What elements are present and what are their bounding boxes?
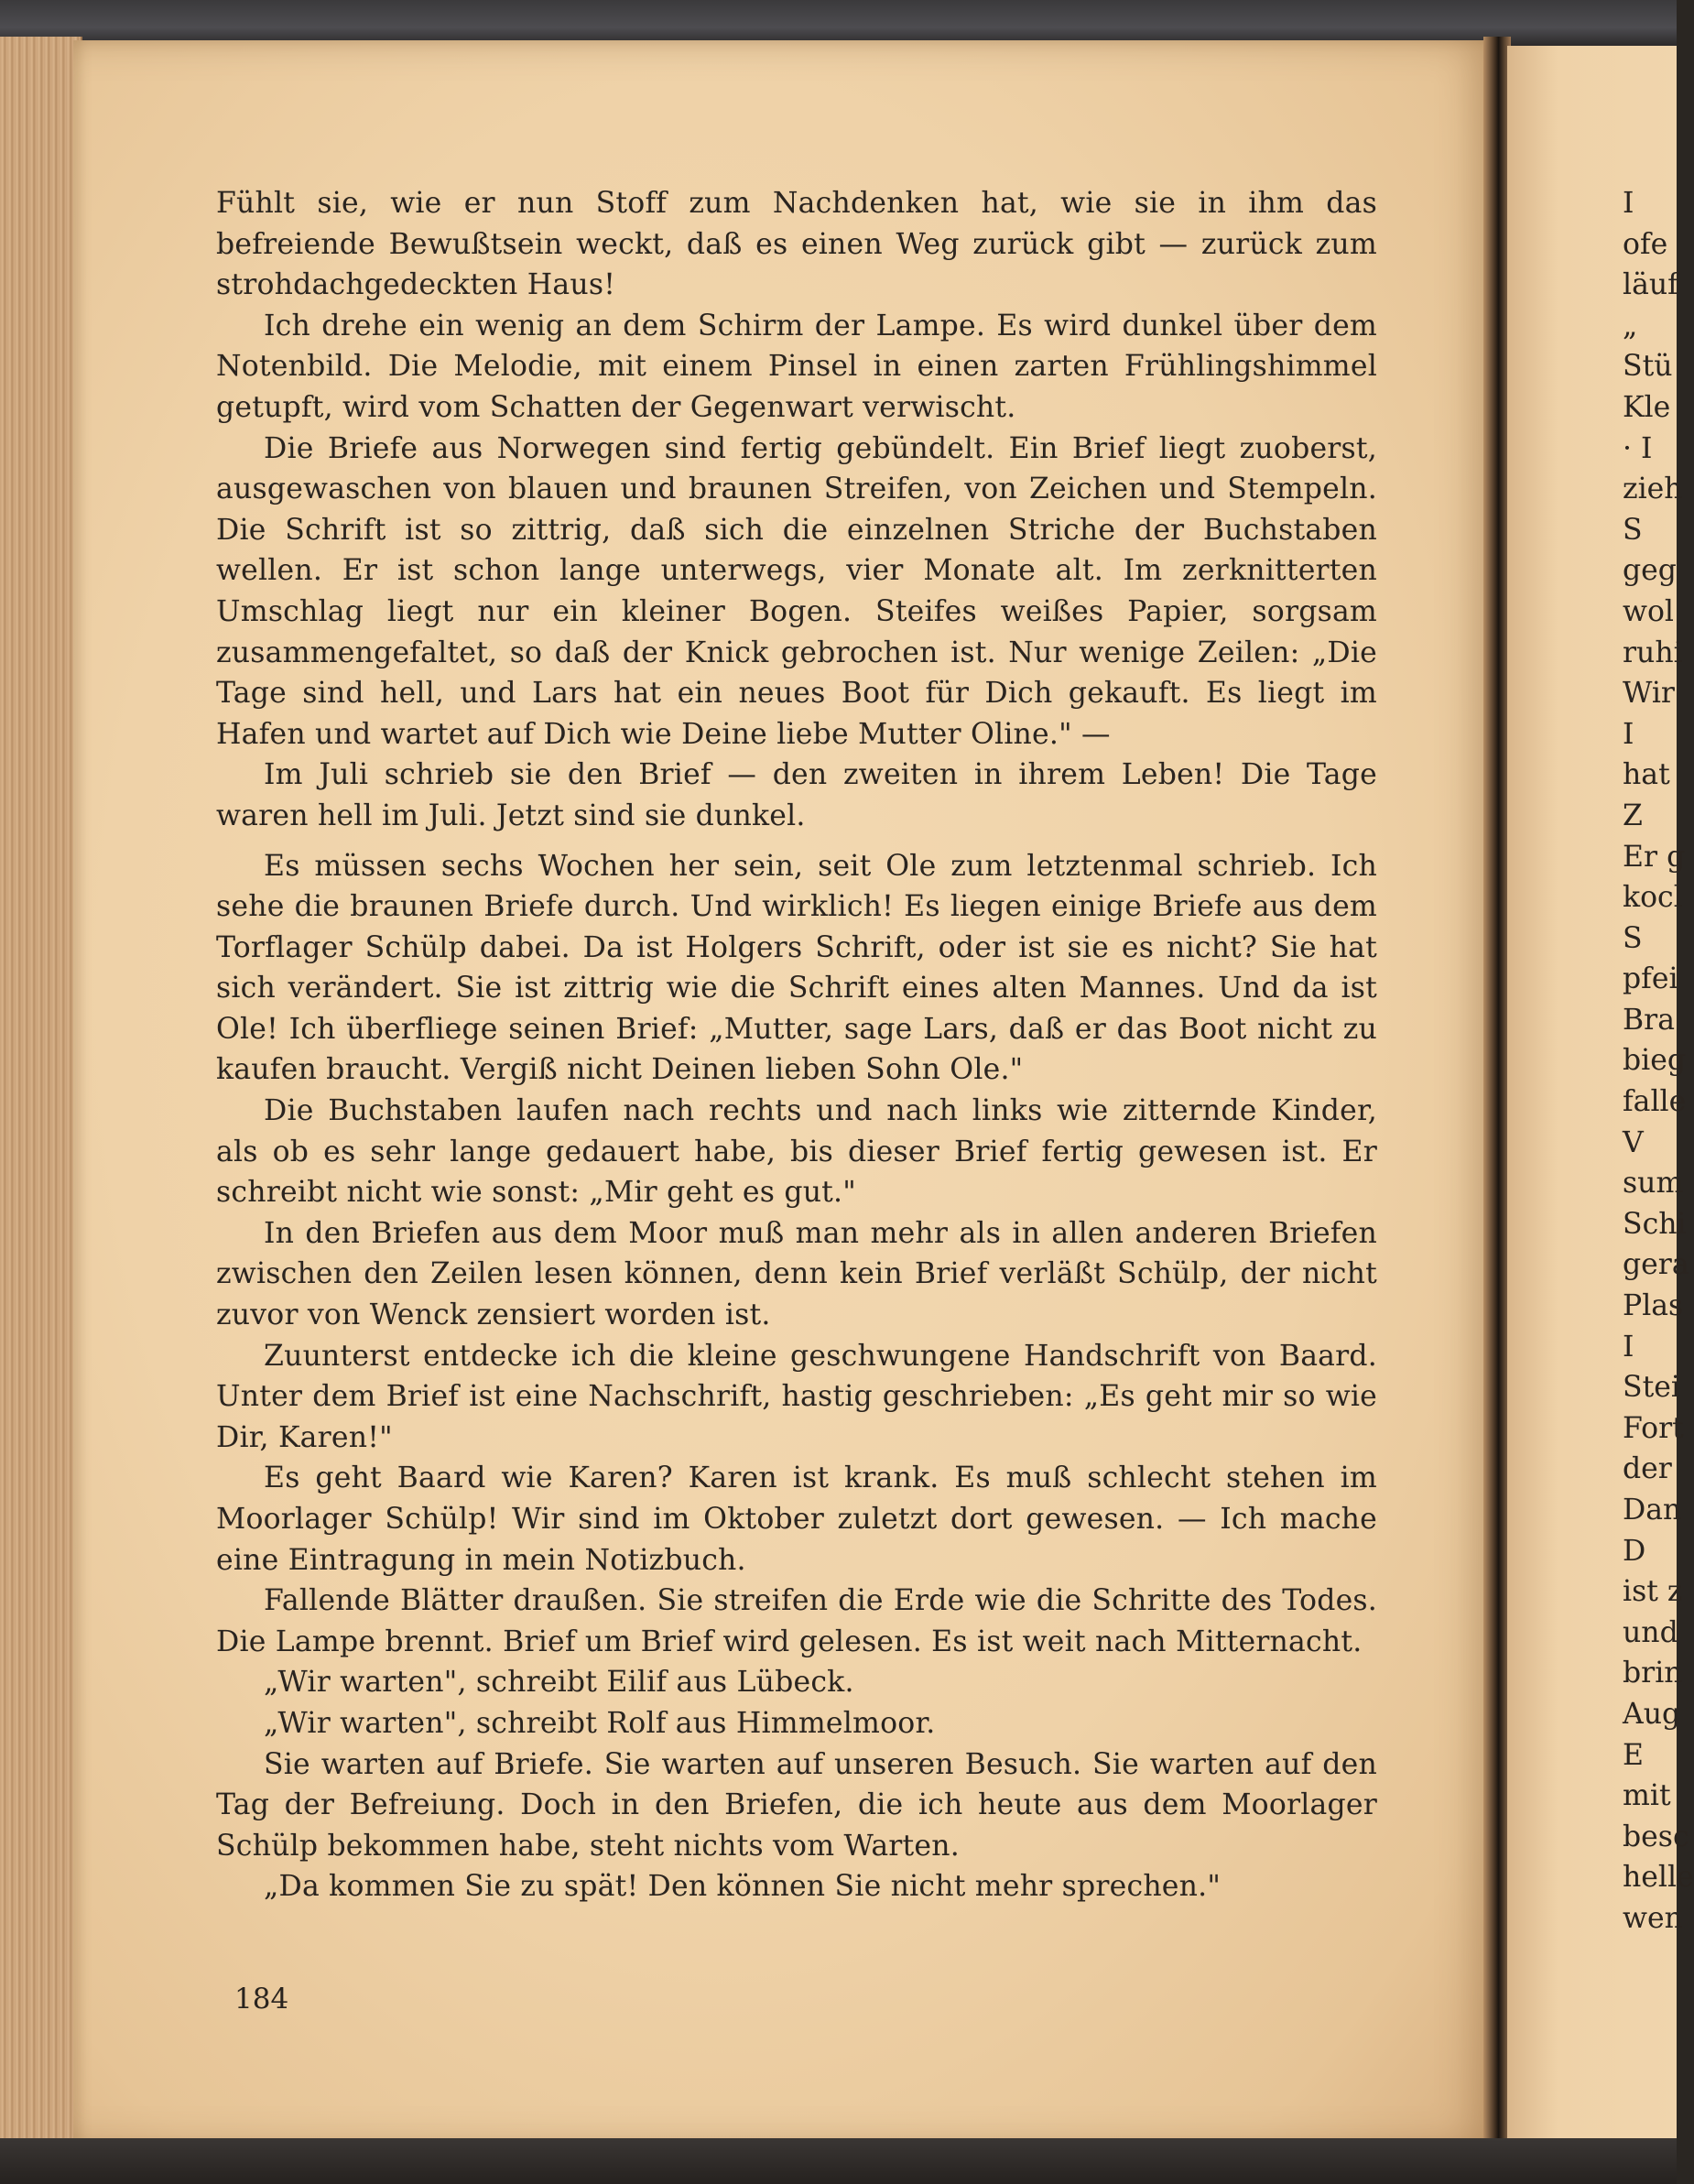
paragraph: „Wir warten", schreibt Eilif aus Lübeck.: [264, 1666, 854, 1700]
right-page-line-fragment: Schi: [1623, 1207, 1687, 1241]
paragraph: Fühlt sie, wie er nun Stoff zum Nachdenken hat, wie sie in ihm das befreiende Bewußtsein weckt, daß es einen Weg zurück gibt — zurück zum strohdachgedeckten Haus!: [216, 187, 1377, 302]
right-page-line-fragment: Bra: [1623, 1003, 1675, 1037]
right-page-line-fragment: V: [1623, 1125, 1644, 1159]
right-page-line-fragment: falle: [1623, 1085, 1687, 1119]
right-page-line-fragment: läuf: [1623, 268, 1678, 302]
right-page-line-fragment: pfei: [1623, 962, 1678, 996]
page-body: [216, 183, 1377, 1907]
right-page-line-fragment: sum: [1623, 1167, 1684, 1201]
right-page-line-fragment: D: [1623, 1534, 1646, 1568]
right-page-line-fragment: der: [1623, 1452, 1672, 1486]
right-page-line-fragment: gera: [1623, 1248, 1689, 1282]
paragraph: Es müssen sechs Wochen her sein, seit Ole zum letztenmal schrieb. Ich sehe die braunen Briefe durch. Und wirklich! Es liegen einige Briefe aus dem Torflager Schülp dabei. Da ist Holgers Schrift, oder ist sie es nicht? Sie hat sich verändert. Sie ist zittrig wie die Schrift eines alten Mannes. Und da ist Ole! Ich überfliege seinen Brief: „Mutter, sage Lars, daß er das Boot nicht zu kaufen braucht. Vergiß nicht Deinen lieben Sohn Ole.": [216, 849, 1377, 1087]
paragraph: Fallende Blätter draußen. Sie streifen die Erde wie die Schritte des Todes. Die Lampe brennt. Brief um Brief wird gelesen. Es ist weit nach Mitternacht.: [216, 1584, 1377, 1658]
right-page-line-fragment: S: [1623, 921, 1643, 955]
paragraph: Sie warten auf Briefe. Sie warten auf unseren Besuch. Sie warten auf den Tag der Befreiung. Doch in den Briefen, die ich heute aus dem Moorlager Schülp bekommen habe, steht nichts vom Warten.: [216, 1747, 1377, 1863]
right-page-line-fragment: Dan: [1623, 1494, 1682, 1527]
right-page-line-fragment: geg: [1623, 554, 1677, 588]
right-page-line-fragment: I: [1623, 187, 1634, 220]
right-page-line-fragment: I: [1623, 717, 1634, 751]
right-page-line-fragment: Z: [1623, 799, 1643, 832]
right-page-line-fragment: besc: [1623, 1820, 1689, 1853]
paragraph: „Da kommen Sie zu spät! Den können Sie nicht mehr sprechen.": [264, 1870, 1222, 1904]
right-page-line-fragment: Fort: [1623, 1411, 1684, 1445]
right-page-line-fragment: zieh: [1623, 473, 1683, 506]
paragraph: Es geht Baard wie Karen? Karen ist krank. Es muß schlecht stehen im Moorlager Schülp! Wir sind im Oktober zuletzt dort gewesen. — Ich mache eine Eintragung in mein Notizbuch.: [216, 1461, 1377, 1577]
right-page-line-fragment: Kle: [1623, 390, 1671, 424]
paragraph: „Wir warten", schreibt Rolf aus Himmelmoor.: [264, 1706, 936, 1740]
paragraph: Die Briefe aus Norwegen sind fertig gebündelt. Ein Brief liegt zuoberst, ausgewaschen von blauen und braunen Streifen, von Zeichen und Stempeln. Die Schrift ist so zittrig, daß sich die einzelnen Striche der Buchstaben wellen. Er ist schon lange unterwegs, vier Monate alt. Im zerknitterten Umschlag liegt nur ein kleiner Bogen. Steifes weißes Papier, sorgsam zusammengefaltet, so daß der Knick gebrochen ist. Nur wenige Zeilen: „Die Tage sind hell, und Lars hat ein neues Boot für Dich gekauft. Es liegt im Hafen und wartet auf Dich wie Deine liebe Mutter Oline." —: [216, 431, 1377, 751]
right-page-line-fragment: wen: [1623, 1901, 1683, 1935]
book-cover-bottom: [0, 2138, 1677, 2184]
right-page-line-fragment: bieg: [1623, 1044, 1687, 1078]
right-page-line-fragment: Stü: [1623, 350, 1673, 384]
book-cover-top: [0, 0, 1677, 46]
paragraph: In den Briefen aus dem Moor muß man mehr als in allen anderen Briefen zwischen den Zeilen lesen können, denn kein Brief verläßt Schülp, der nicht zuvor von Wenck zensiert worden ist.: [216, 1216, 1377, 1332]
page-edges: [0, 37, 82, 2143]
paragraph: Ich drehe ein wenig an dem Schirm der Lampe. Es wird dunkel über dem Notenbild. Die Melodie, mit einem Pinsel in einen zarten Frühlingshimmel getupft, wird vom Schatten der Gegenwart verwischt.: [216, 309, 1377, 424]
page-number: 184: [234, 1983, 289, 2016]
paragraph: Die Buchstaben laufen nach rechts und nach links wie zitternde Kinder, als ob es sehr lange gedauert habe, bis dieser Brief fertig gewesen ist. Er schreibt nicht wie sonst: „Mir geht es gut.": [216, 1094, 1377, 1210]
right-page-line-fragment: helle: [1623, 1861, 1694, 1895]
right-page-line-fragment: hat: [1623, 758, 1670, 792]
right-page-line-fragment: ruhi: [1623, 636, 1683, 669]
right-page-line-fragment: Plas: [1623, 1289, 1684, 1323]
right-page-line-fragment: und: [1623, 1615, 1678, 1649]
right-page-line-fragment: I: [1623, 1330, 1634, 1364]
right-page-line-fragment: ofe: [1623, 227, 1668, 261]
right-page-line-fragment: ist z: [1623, 1575, 1683, 1609]
paragraph: Im Juli schrieb sie den Brief — den zweiten in ihrem Leben! Die Tage waren hell im Juli. Jetzt sind sie dunkel.: [216, 758, 1377, 832]
right-page-line-fragment: Stei: [1623, 1371, 1680, 1405]
right-page-line-fragment: S: [1623, 513, 1643, 547]
right-page-line-fragment: mit: [1623, 1779, 1671, 1813]
right-page-line-fragment: · I: [1623, 431, 1653, 465]
right-page-line-fragment: wol: [1623, 594, 1675, 628]
right-page-line-fragment: brin: [1623, 1657, 1683, 1690]
right-page-line-fragment: Er g: [1623, 840, 1686, 874]
right-page-line-fragment: Wir: [1623, 677, 1675, 711]
right-page-line-fragment: Aug: [1623, 1697, 1681, 1731]
paragraph: Zuunterst entdecke ich die kleine geschwungene Handschrift von Baard. Unter dem Brief ist eine Nachschrift, hastig geschrieben: „Es geht mir so wie Dir, Karen!": [216, 1339, 1377, 1454]
right-page-line-fragment: E: [1623, 1738, 1644, 1772]
right-page-text-fragments: [1623, 183, 1694, 1940]
right-page-line-fragment: kocl: [1623, 881, 1683, 915]
right-page-line-fragment: „: [1623, 309, 1638, 342]
